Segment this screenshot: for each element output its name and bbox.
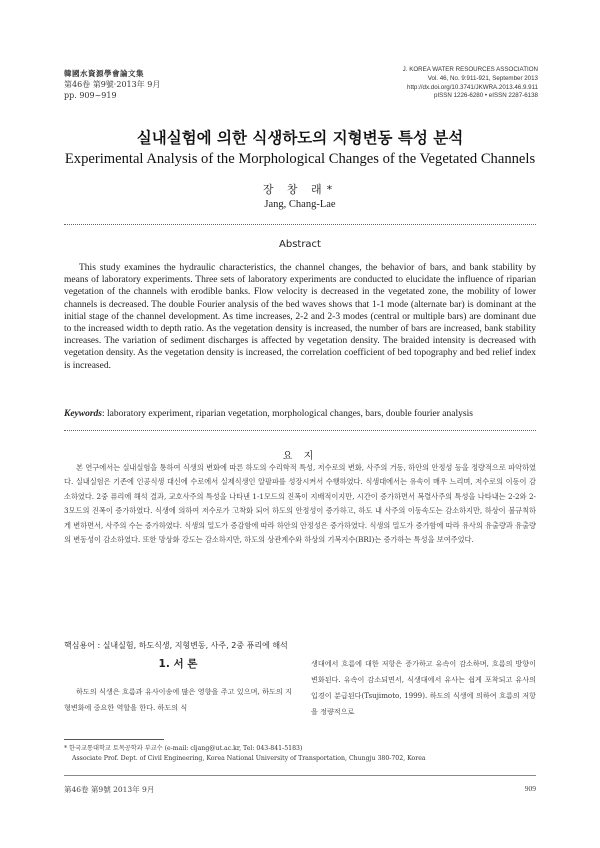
footnote-rule — [64, 739, 164, 740]
keywords-ko: 핵심용어 : 실내실험, 하도식생, 지형변동, 사주, 2중 퓨리에 해석 — [64, 641, 288, 650]
journal-header-left — [64, 68, 160, 101]
footer-volume: 第46卷 第9號 2013年 9月 — [64, 785, 155, 794]
journal-name-en: J. KOREA WATER RESOURCES ASSOCIATION — [402, 66, 538, 73]
journal-name-ko: 韓國水資源學會論文集 — [64, 69, 144, 78]
author-ko: 장 창 래* — [262, 183, 338, 196]
intro-left-column: 하도의 식생은 흐름과 유사이송에 많은 영향을 주고 있으며, 하도의 지형변화에 중요한 역할을 한다. 하도의 식 — [64, 687, 292, 712]
intro-right-column: 생대에서 흐름에 대한 저항은 증가하고 유속이 감소하며, 흐름의 방향이 변화된다. 유속이 감소되면서, 식생대에서 유사는 쉽게 포착되고 유사의 입경이 분급된다(Tsujimoto, 1999). 하도의 식생에 의하여 흐름의 저항을 정량적으로 — [311, 659, 536, 716]
divider — [64, 224, 536, 225]
issn: pISSN 1226-6280 • eISSN 2287-6138 — [434, 92, 538, 100]
footnote-line-en: Associate Prof. Dept. of Civil Engineering, Korea National University of Transportation, Chungju 380-702, Korea — [72, 754, 426, 762]
summary-heading: 요 지 — [282, 451, 318, 462]
abstract-heading: Abstract — [279, 239, 321, 250]
journal-header-right — [403, 66, 538, 101]
divider — [64, 430, 536, 431]
page-range: pp. 909~919 — [64, 91, 117, 100]
title-ko: 실내실험에 의한 식생하도의 지형변동 특성 분석 — [136, 129, 464, 147]
title-en: Experimental Analysis of the Morphological Changes of the Vegetated Channels — [64, 151, 536, 167]
doi-link[interactable]: http://dx.doi.org/10.3741/JKWRA.2013.46.9.911 — [407, 83, 538, 91]
abstract-text: This study examines the hydraulic characteristics, the channel changes, the behavior of bars, and bank stability by means of laboratory experiments. Three sets of laboratory experiments are conducted to elucidate the influence of riparian vegetation of the channels with erodible banks. Flow velocity is decreased in the vegetated zone, the mobility of lower channels is decreased. The double Fourier analysis of the bed waves shows that 1-1 mode (alternate bar) is dominant at the initial stage of the channel development. As time increases, 2-2 and 2-3 modes (central or multiple bars) are dominant due to the increased width to depth ratio. As the vegetation density is increased, the number of bars are increased, bank stability increases. The variation of sediment discharges is affected by vegetation density. The braided intensity is decreased with vegetation density. As the vegetation density is increased, the correlation coefficient of bed topography and bed relief index is increased. — [64, 263, 536, 371]
keywords-list: : laboratory experiment, riparian vegetation, morphological changes, bars, double fourier analysis — [102, 409, 473, 419]
keywords-label: Keywords — [64, 409, 102, 419]
author-en: Jang, Chang-Lae — [264, 199, 336, 210]
summary-text: 본 연구에서는 실내실험을 통하여 식생의 변화에 따른 하도의 수리학적 특성, 저수로의 변화, 사주의 거동, 하안의 안정성 등을 정량적으로 파악하였다. 실내실험은 기존에 인공식생 대신에 수로에서 실제식생인 알팔파를 성장시켜서 수행하였다. 식생대에서는 유속이 매우 느리며, 저수로의 이동이 감소하였다. 2중 퓨리에 해석 결과, 교호사주의 특성을 나타낸 1-1모드의 진폭이 지배적이지만, 시간이 증가하면서 복렬사주의 특성을 나타내는 2-2와 2-3모드의 진폭이 증가하였다. 식생에 의하여 저수로가 고착화 되어 하도의 안정성이 증가하고, 하도 내 사주의 이동속도는 감소하지만, 하상이 불규칙하게 변하면서, 사주의 수는 증가하였다. 식생의 밀도가 증감함에 따라 하안의 안정성은 증가하였다. 식생의 밀도가 증가함에 따라 유사의 유출량과 유출량의 변동성이 감소하였다. 또한 망상화 강도는 감소하지만, 하도의 상관계수와 하상의 기복지수(BRI)는 증가하는 특성을 보여주었다. — [64, 463, 536, 545]
volume-ko: 第46卷 第9號·2013年 9月 — [64, 80, 161, 89]
page-number: 909 — [524, 784, 536, 793]
footnote-line-ko: * 한국교통대학교 토목공학과 부교수 (e-mail: cljang@ut.ac.kr, Tel: 043-841-5183) — [64, 745, 303, 752]
author-footnote — [64, 744, 426, 763]
section-heading-intro: 1. 서 론 — [158, 658, 198, 670]
footer-rule — [64, 775, 536, 776]
keywords — [64, 409, 544, 419]
volume-en: Vol. 46, No. 9:911-921, September 2013 — [427, 74, 538, 82]
